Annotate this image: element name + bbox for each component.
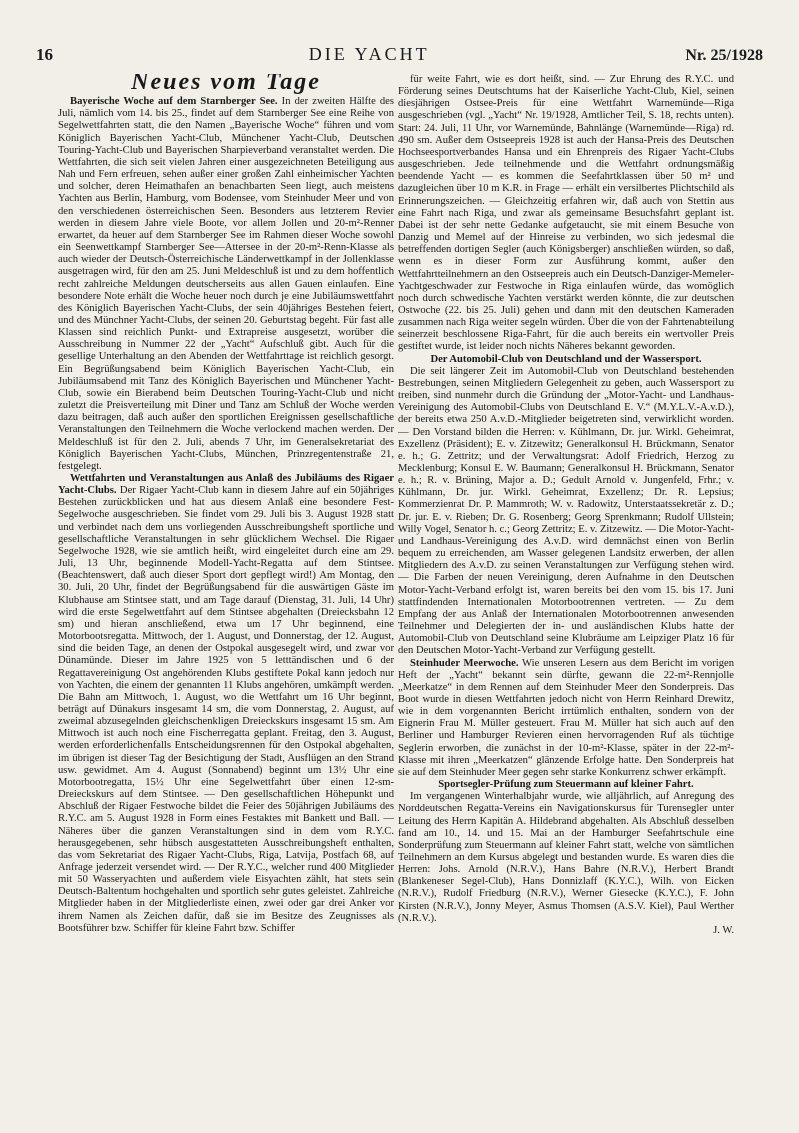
article-body: Der Rigaer Yacht-Club kann in diesem Jahre auf ein 50jähriges Bestehen zurückblicken und hat aus diesem Anlaß eine besondere Fest-Segelwoche ausgeschrieben. Sie findet vom 29. Juli bis 3. August 1928 statt und verbindet nach dem uns vorliegenden Ausschreibungsheft sportliche und gesellschaftliche Veranstaltungen in sehr glücklichem Wechsel. Die Rigaer Segelwoche 1928, wie sie amtlich heißt, wird eingeleitet durch eine am 29. Juli, 13 Uhr, beginnende Modell-Yacht-Regatta auf dem Stintsee. (Beachtenswert, daß auch dieser Sport dort gepflegt wird!) Am Montag, den 30. Juli, 20 Uhr, findet der Begrüßungsabend für die auswärtigen Gäste im Klubhause am Stintsee statt, und am Tage darauf (Dienstag, 31. Juli, 14 Uhr) wird die erste Segelwettfahrt auf dem Stintsee abgehalten (Dreiecksbahn 12 sm) und hieran anschließend, etwa um 17 Uhr beginnend, eine Motorbootsregatta. Mittwoch, der 1. August, und Donnerstag, der 12. August, sind die beiden Tage, an denen der Ostpokal ausgesegelt wird, und zwar vor Dünamünde. Dieser im Jahre 1925 von 5 letttändischen und 6 der Regattavereinigung Ost angehörenden Klubs gestiftete Pokal kann jedoch nur von Yachten, die einem der genannten 11 Klubs angehören, umkämpft werden. Die Bahn am Mittwoch, 1. August, wo die Wettfahrt um 16 Uhr beginnt, beträgt auf Dünakurs insgesamt 14 sm, die vom Donnerstag, 2. August, auf zweimal abzusegelnden gleichschenkligen Dreieckskurs insgesamt 15 sm. Am Mittwoch ist auch noch eine Fischerregatta geplant. Freitag, den 3. August, werden erforderlichenfalls Entscheidungsrennen für den Ostpokal abgehalten, im übrigen ist dieser Tag der Besichtigung der Stadt, Ausflügen an den Strand usw. gewidmet. Am 4. August (Sonnabend) beginnt um 13½ Uhr eine Motorbootregatta, 15½ Uhr eine Segelwettfahrt über einen 12-sm-Dreieckskurs auf dem Stintsee. — Den gesellschaftlichen Höhepunkt und Abschluß der Rigaer Festwoche bildet die Feier des 50jährigen Jubiläums des R.Y.C. am 5. August 1928 in Form eines Festaktes mit Bankett und Ball. — Näheres über die ganzen Veranstaltungen sind in dem vom R.Y.C. herausgegebenen, sehr hübsch ausgestatteten Ausschreibungsheft enthalten, das vom Sekretariat des Rigaer Yacht-Clubs, Riga, Latvija, Postfach 68, auf Anfrage jederzeit versendet wird. — Der R.Y.C., welcher rund 400 Mitglieder mit 50 Wasseryachten und außerdem viele Eisyachten zählt, hat stets sein Deutsch-Baltentum hochgehalten und sportlich sehr gutes geleistet. Zahlreiche Mitglieder haben in der Mitgliederliste einen, zwei oder gar drei Anker vor ihrem Namen als Zeichen dafür, daß sie im Besitze des Zeugnisses als Bootsführer bzw. Schiffer für kleine Fahrt bzw. Schiffer [58,485,394,934]
article-rigaer-yacht-club [58,473,394,935]
article-body: Wie unseren Lesern aus dem Bericht im vorigen Heft der „Yacht“ bekannt sein dürfte, gewann die 22-m²-Rennjolle „Meerkatze“ in dem Rennen auf dem Steinhuder Meer den Sonderpreis. Das Boot wurde in diesen Wettfahrten jedoch nicht von Herrn Reinhard Drewitz, wie in dem vorgenannten Bericht irrtümlich enthalten, sondern von der Eignerin Frau M. Müller gesteuert. Frau M. Müller hat sich auch auf den Berliner und Hamburger Revieren einen hervorragenden Ruf als tüchtige Seglerin erworben, die zunächst in der 10-m²-Klasse, später in der 22-m²-Klasse mit ihren „Meerkatzen“ glänzende Erfolge hatte. Den Sonderpreis hat sie auf dem Steinhuder Meer gegen sehr starke Konkurrenz schwer erkämpft. [398,657,734,778]
author-signature: J. W. [713,924,734,936]
right-column [398,74,734,1084]
article-body: In der zweiten Hälfte des Juli, nämlich vom 14. bis 25., findet auf dem Starnberger See eine Reihe von Segelwettfahrten statt, die den Namen „Bayerische Woche“ führen und vom Königlich Bayerischen Yacht-Club, Münchener Yacht-Club, Deutschen Touring-Yacht-Club und Bayerischen Sharpieverband veranstaltet werden. Die Wettfahrten, die sich seit vielen Jahren einer ausgezeichneten Beteiligung aus Nah und Fern erfreuen, sehen außer einer großen Zahl einheimischer Yachten und solcher, deren Heimathafen an benachbarten Seen liegt, auch meistens Yachten aus Berlin, Hamburg, vom Bodensee, vom Steinhuder Meer und von den verschiedenen österreichischen Seen. Besonders aus letzterem Revier werden in diesem Jahre viele Boote, vor allem Jollen und 20-m²-Renner erwartet, da heuer auf dem Starnberger See im Rahmen dieser Woche sowohl ein Seenwettkampf Starnberger See—Attersee in der 20-m²-Renn-Klasse als auch wieder der Deutsch-Österreichische Länderwettkampf in der Jollenklasse ausgetragen wird, für den am 25. Juni Meldeschluß ist und zu dem hoffentlich recht zahlreiche Meldungen deutscherseits aus allen Gauen einlaufen. Eine besondere Note erhält die Woche heuer noch durch je eine Jubiläumswettfahrt des Königlich Bayerischen Yacht-Clubs, der sein 40jähriges Bestehen feiert, und des Münchner Yacht-Clubs, der seinen 20. Geburtstag begeht. Für fast alle Klassen sind reichlich Punkt- und Extrapreise ausgesetzt, worüber die Ausschreibung in Nummer 22 der „Yacht“ Aufschluß gibt. Auch für die gesellige Unterhaltung an den Abenden der Wettfahrttage ist reichlich gesorgt. Ein Begrüßungsabend beim Königlich Bayerischen Yacht-Club, ein Jubiläumsabend mit Tanz des Königlich Bayerischen und Münchener Yacht-Club, sowie ein Bierabend beim Deutschen Touring-Yacht-Club und nicht zuletzt die Preisverteilung mit Diner und Tanz am Schluß der Woche werden dazu beitragen, daß auch außer den sportlichen Ereignissen gesellschaftliche Veranstaltungen den Teilnehmern die Woche verlockend machen werden. Der Meldeschluß ist für den 2. Juli, abends 7 Uhr, im Generalsekretariat des Königlich Bayerischen Yacht-Clubs, München, Prinzregentenstraße 21, festgelegt. [58,96,394,472]
section-title: Neues vom Tage [131,74,321,95]
magazine-title: DIE YACHT [308,44,430,64]
issue-number: Nr. 25/1928 [685,47,763,64]
article-body-continued: für weite Fahrt, wie es dort heißt, sind. — Zur Ehrung des R.Y.C. und Förderung seines Deutschtums hat der Kaiserliche Yacht-Club, Kiel, seinen diesjährigen Ostsee-Preis für eine Wettfahrt Warnemünde—Riga ausgeschrieben (vgl. „Yacht“ Nr. 19/1928, Amtlicher Teil, S. 18, rechts unten). Start: 24. Juli, 11 Uhr, vor Warnemünde, Bahnlänge (Warnemünde—Riga) rd. 490 sm. Außer dem Ostseepreis 1928 ist auch der Hansa-Preis des Deutschen Hochseesportverbandes Hansa und ein Ehrenpreis des Rigaer Yacht-Clubs ausgeschrieben. Jede teilnehmende und die Wettfahrt ordnungsmäßig beendende Yacht — es kommen die Seefahrtklassen über 50 m² und dazugleichen über 10 m K.R. in Frage — erhält ein versilbertes Plichtschild als Erinnerungszeichen. — Gleichzeitig erfahren wir, daß auch von Stettin aus eine Fahrt nach Riga, und zwar als gemeinsame Besuchsfahrt geplant ist. Dabei ist der sehr nette Gedanke aufgetaucht, sie mit einem Besuche von Danzig und Memel auf der Hinreise zu verbinden, wo sich jedesmal die betreffenden dortigen Segler (auch Königsberger) anschließen würden, so daß, wenn es in dieser Form zur Ausführung kommt, außer den Wettfahrtteilnehmern an den Ostseepreis auch ein Deutsch-Danziger-Memeler-Yachtgeschwader zur Festwoche in Riga einlaufen würde, das womöglich noch durch schwedische Yachten verstärkt werden könnte, die zur deutschen Ostwoche (22. bis 25. Juli) gehen und dann mit den deutschen Kameraden zusammen nach Riga weiter segeln würden. Über die von der Fahrtenabteilung seinerzeit beschlossene Riga-Fahrt, für die auch bereits ein wertvoller Preis gestiftet wurde, ist leider noch nichts Näheres bekannt geworden. [398,74,734,353]
article-body: Die seit längerer Zeit im Automobil-Club von Deutschland bestehenden Bestrebungen, seinen Mitgliedern Gelegenheit zu geben, auch Wassersport zu treiben, sind nunmehr durch die Gründung der „Motor-Yacht- und Landhaus-Vereinigung des Automobil-Clubs von Deutschland E. V.“ (M.Y.L.V.-A.v.D.), der bereits etwa 250 A.v.D.-Mitglieder beigetreten sind, verwirklicht worden. — Den Vorstand bilden die Herren: v. Kühlmann, Dr. jur. Wirkl. Geheimrat, Exzellenz (Präsident); E. v. Zitzewitz; Generalkonsul H. Brückmann, Senator e. h.; G. Zettritz; und der Verwaltungsrat: Adolf Friedrich, Herzog zu Mecklenburg; Konsul E. W. Baumann; Generalkonsul H. Brückmann, Senator e. h.; R. v. Brüning, Major a. D.; Gedult Arnold v. Jungenfeld, Frhr.; v. Kühlmann, Dr. jur. Wirkl. Geheimrat, Exzellenz; Dr. R. Lepsius; Kommerzienrat Dr. P. Mammroth; W. v. Radowitz, Unterstaatssekretär z. D.; Dr. jur. E. v. Rieben; Dr. G. Rosenberg; Georg Sprenkmann; Rudolf Ullstein; Willy Vogel, Senator h. c.; Georg Zettritz; E. v. Zitzewitz. — Die Motor-Yacht- und Landhaus-Vereinigung des A.v.D. wird demnächst einen von Berlin bequem zu erreichenden, am Wasser gelegenen Landsitz erwerben, der allen Mitgliedern des A.v.D. zu seinen Veranstaltungen zur Verfügung stehen wird. — Die Farben der neuen Vereinigung, deren Aufnahme in den Deutschen Motor-Yacht-Verband erfolgt ist, waren bereits bei den vom 15. bis 17. Juni stattfindenden Internationalen Motorbootrennen vertreten. — Zu dem Empfang der aus Anlaß der Internationalen Motorbootrennen anwesenden Teilnehmer und Delegierten der in- und ausländischen Klubs hatte der Automobil-Club von Deutschland seine Klubräume am Leipziger Platz 16 für den Deutschen Motor-Yacht-Verband zur Verfügung gestellt. [398,365,734,657]
left-column [58,74,394,1074]
article-heading: Steinhuder Meerwoche. [410,657,519,669]
article-heading-sportsegler-pruefung: Sportsegler-Prüfung zum Steuermann auf kleiner Fahrt. [438,779,694,791]
page-number: 16 [36,45,53,64]
article-heading: Wettfahrten und Veranstaltungen aus Anlaß des Jubiläums des Rigaer Yacht-Clubs. [58,473,394,497]
article-body: Im vergangenen Winterhalbjahr wurde, wie alljährlich, auf Anregung des Norddeutschen Regatta-Vereins ein Navigationskursus für Turensegler unter Leitung des Herrn Kapitän A. Hildebrand abgehalten. Als Abschluß desselben fand am 10., 14. und 15. Mai an der Hamburger Seefahrtschule eine Sonderprüfung zum Steuermann auf kleiner Fahrt statt, welche von sämtlichen Teilnehmern an dem Kursus abgelegt und bestanden wurde. Es waren dies die Herren: Johs. Arnold (N.R.V.), Hans Bahre (N.R.V.), Herbert Brandt (Blankeneser Segel-Club), Hans Donnizlaff (K.Y.C.), Wilh. von Eicken (N.R.V.), Rudolf Friedburg (N.R.V.), Werner Giesecke (K.Y.C.), F. John Kirsten (N.R.V.), Jonny Meyer, Asmus Thomsen (A.S.V. Kiel), Paul Werther (N.R.V.). [398,791,734,924]
article-heading: Bayerische Woche auf dem Starnberger See. [70,96,278,108]
article-steinhuder-meerwoche [398,658,734,780]
page-header [36,44,763,70]
article-bayerische-woche [58,96,394,473]
article-heading-automobil-club: Der Automobil-Club von Deutschland und der Wassersport. [430,353,702,365]
